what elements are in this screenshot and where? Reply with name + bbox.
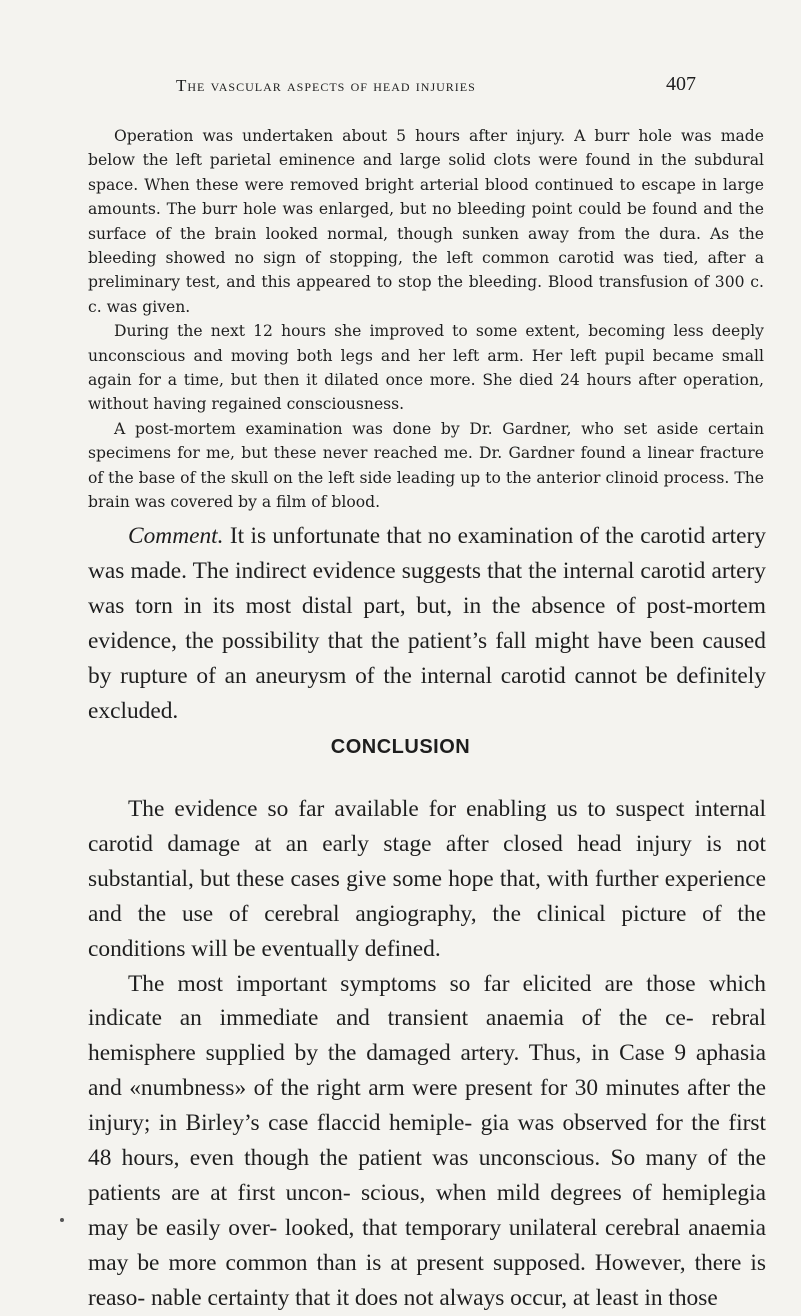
running-title: The vascular aspects of head injuries bbox=[176, 76, 476, 95]
comment-paragraph bbox=[88, 519, 766, 728]
case-paragraph-course: During the next 12 hours she improved to some extent, becoming less deeply unconscious and moving both legs and her left arm. Her left pupil became small again for a time, but then it dilated once more. She died 24 hours after operation, without having regained consciousness. bbox=[88, 322, 764, 414]
conclusion-paragraph-1: The evidence so far available for enabling us to suspect internal carotid damage at an early stage after closed head injury is not substantial, but these cases give some hope that, with further experience and the use of cerebral angiography, the clinical picture of the conditions will be eventually defined. bbox=[88, 796, 766, 962]
section-heading-conclusion: CONCLUSION bbox=[330, 736, 471, 758]
case-text bbox=[88, 124, 764, 515]
comment-section bbox=[88, 519, 766, 728]
conclusion-paragraph-2: The most important symptoms so far elicited are those which indicate an immediate and transient anaemia of the ce- rebral hemisphere supplied by the damaged artery. Thus, in Case 9 aphasia and «numbness» of the right arm were present for 30 minutes after the injury; in Birley’s case flaccid hemiple- gia was observed for the first 48 hours, even though the patient was unconscious. So many of the patients are at first uncon- scious, when mild degrees of hemiplegia may be easily over- looked, that temporary unilateral cerebral anaemia may be more common than is at present supposed. However, there is reaso- nable certainty that it does not always occur, at least in those bbox=[88, 970, 766, 1311]
case-paragraph-post-mortem: A post-mortem examination was done by Dr. Gardner, who set aside certain specimens for me, but these never reached me. Dr. Gardner found a linear fracture of the base of the skull on the left side leading up to the anterior clinoid process. The brain was covered by a film of blood. bbox=[88, 419, 764, 512]
case-paragraph-operation: Operation was undertaken about 5 hours after injury. A burr hole was made below the left parietal eminence and large solid clots were found in the subdural space. When these were removed bright arterial blood continued to escape in large amounts. The burr hole was enlarged, but no bleeding point could be found and the surface of the brain looked normal, though sunken away from the dura. As the bleeding showed no sign of stopping, the left common carotid was tied, after a preliminary test, and this appeared to stop the bleeding. Blood transfusion of 300 c. c. was given. bbox=[88, 127, 764, 316]
page-number: 407 bbox=[666, 73, 696, 95]
comment-label: Comment. bbox=[128, 523, 224, 549]
page-mark bbox=[60, 1218, 64, 1222]
comment-text: It is unfortunate that no examination of the carotid artery was made. The indirect evidence suggests that the internal carotid artery was torn in its most distal part, but, in the absence of post-mortem evidence, the possibility that the patient’s fall might have been caused by rupture of an aneurysm of the internal carotid cannot be definitely excluded. bbox=[88, 523, 766, 724]
running-header bbox=[176, 73, 696, 96]
conclusion-section bbox=[88, 792, 766, 1316]
